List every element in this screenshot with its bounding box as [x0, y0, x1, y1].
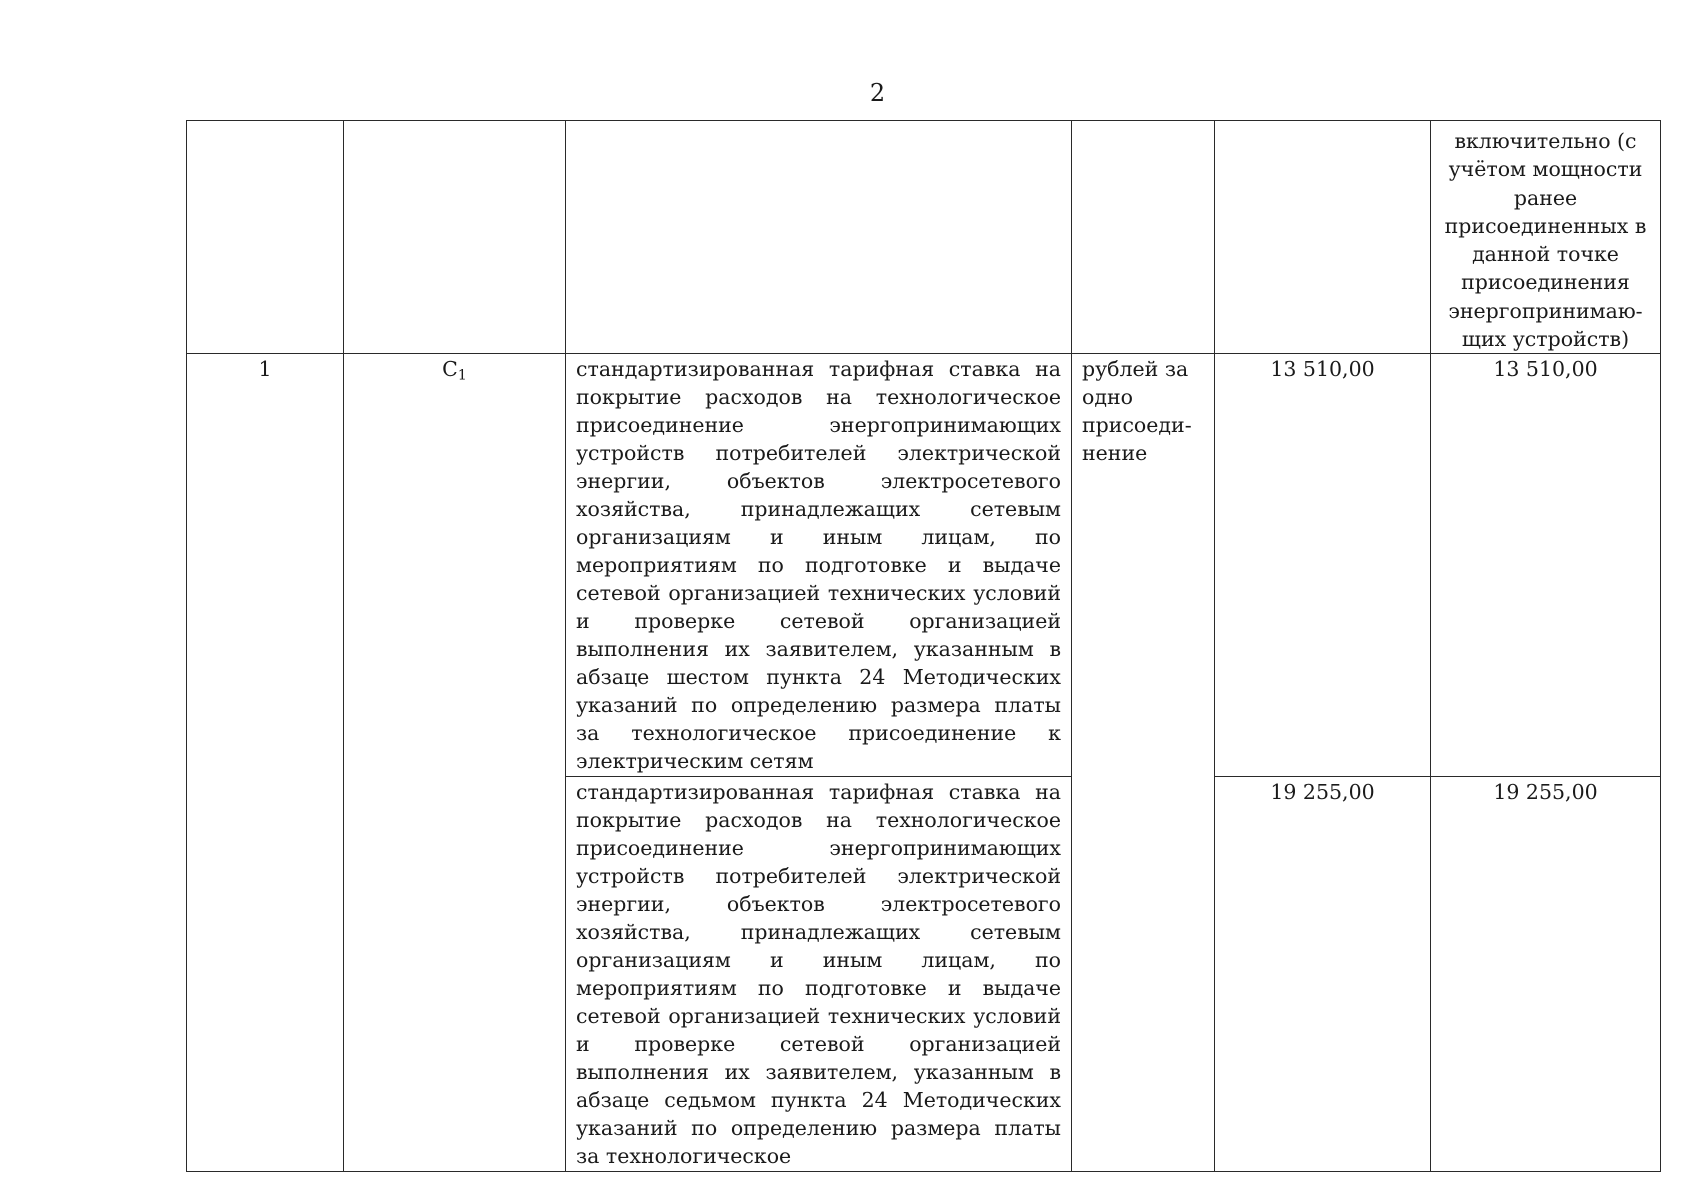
rate-code-cell [344, 354, 566, 1172]
table-header-continuation-row [187, 121, 1661, 354]
header-last-col-text: включительно (с учётом мощности ранее присоединенных в данной точке присоединения энергопринимаю-щих устройств) [1444, 129, 1647, 352]
value-1: 19 255,00 [1270, 780, 1375, 805]
header-cell-num [187, 121, 344, 354]
value-1-cell [1215, 354, 1431, 777]
value-2-cell [1431, 777, 1661, 1172]
value-2: 19 255,00 [1493, 780, 1598, 805]
rate-description: стандартизированная тарифная ставка на покрытие расходов на технологическое присоединение энергопринимающих устройств потребителей электрической энергии, объектов электросетевого хозяйства, принадлежащих сетевым организациям и иным лицам, по мероприятиям по подготовке и выдаче сетевой организацией технических условий и проверке сетевой организацией выполнения их заявителем, указанным в абзаце седьмом пункта 24 Методических указаний по определению размера платы за технологическое [576, 780, 1061, 1169]
description-cell [566, 354, 1072, 777]
tariff-table [186, 120, 1661, 1172]
header-cell-unit [1072, 121, 1215, 354]
value-2-cell [1431, 354, 1661, 777]
page-number: 2 [869, 79, 886, 107]
unit-cell [1072, 354, 1215, 1172]
row-number-cell [187, 354, 344, 1172]
rate-code-base: C [442, 357, 458, 382]
value-1-cell [1215, 777, 1431, 1172]
value-1: 13 510,00 [1270, 357, 1375, 382]
value-2: 13 510,00 [1493, 357, 1598, 382]
rate-description: стандартизированная тарифная ставка на покрытие расходов на технологическое присоединение энергопринимающих устройств потребителей электрической энергии, объектов электросетевого хозяйства, принадлежащих сетевым организациям и иным лицам, по мероприятиям по подготовке и выдаче сетевой организацией технических условий и проверке сетевой организацией выполнения их заявителем, указанным в абзаце шестом пункта 24 Методических указаний по определению размера платы за технологическое присоединение к электрическим сетям [576, 357, 1061, 774]
rate-code-subscript: 1 [457, 367, 467, 384]
rate-code [344, 354, 565, 383]
header-cell-value-2 [1431, 121, 1661, 354]
header-cell-description [566, 121, 1072, 354]
row-number: 1 [258, 357, 272, 382]
description-cell [566, 777, 1072, 1172]
header-cell-code [344, 121, 566, 354]
table-row [187, 354, 1661, 777]
header-cell-value-1 [1215, 121, 1431, 354]
unit-text: рублей за одно присоеди-нение [1082, 357, 1192, 466]
